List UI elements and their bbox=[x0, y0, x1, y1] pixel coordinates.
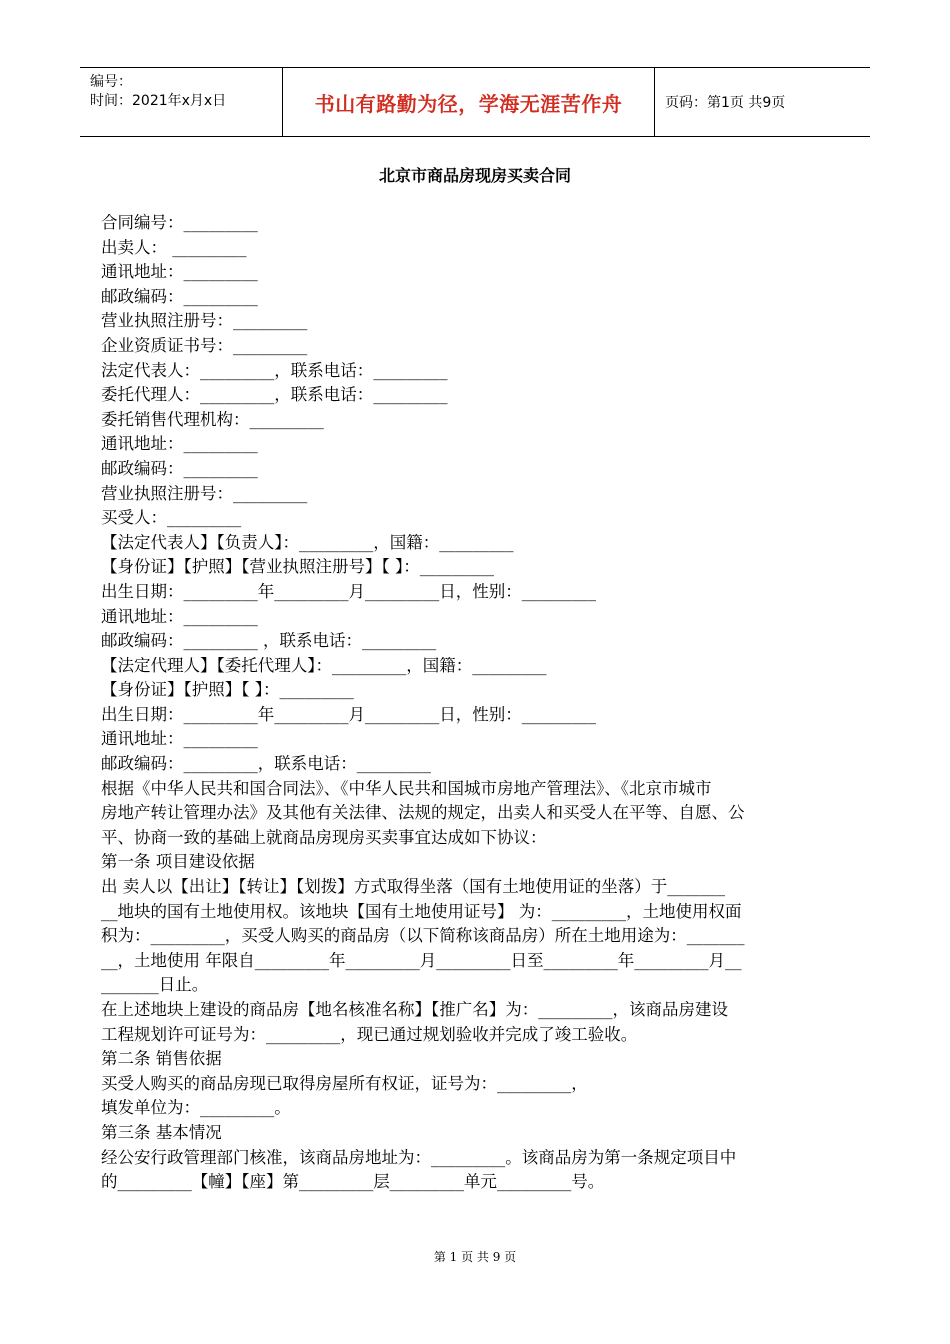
contract-line: 营业执照注册号：_________ bbox=[101, 483, 308, 503]
contract-line: 委托代理人：_________，联系电话：_________ bbox=[101, 385, 448, 405]
page-footer: 第 1 页 共 9 页 bbox=[433, 1250, 517, 1264]
contract-line: 通讯地址：_________ bbox=[101, 262, 258, 282]
contract-line: 根据《中华人民共和国合同法》、《中华人民共和国城市房地产管理法》、《北京市城市 bbox=[101, 778, 712, 798]
header-motto: 书山有路勤为径，学海无涯苦作舟 bbox=[314, 91, 623, 116]
contract-line: 法定代表人：_________，联系电话：_________ bbox=[101, 360, 448, 380]
page-info: 页码：第1页 共9页 bbox=[665, 95, 786, 111]
contract-line: 填发单位为：_________。 bbox=[101, 1098, 291, 1118]
contract-line: 积为：_________，买受人购买的商品房（以下简称该商品房）所在土地用途为：_______ bbox=[101, 926, 745, 946]
contract-line: 邮政编码：_________，联系电话：_________ bbox=[101, 754, 431, 774]
contract-line: 第一条 项目建设依据 bbox=[101, 852, 255, 872]
contract-line: 出 卖人以【出让】【转让】【划拨】方式取得坐落（国有土地使用证的坐落）于_______ bbox=[101, 877, 725, 897]
contract-line: 【身份证】【护照】【 】：_________ bbox=[101, 680, 354, 700]
contract-line: __地块的国有土地使用权。该地块【国有土地使用证号】 为：_________，土地使用权面 bbox=[101, 901, 742, 921]
contract-line: 出生日期：_________年_________月_________日，性别：_________ bbox=[101, 704, 596, 724]
contract-line: 买受人：_________ bbox=[101, 508, 242, 528]
contract-line: 委托销售代理机构：_________ bbox=[101, 409, 324, 429]
contract-line: 合同编号：_________ bbox=[101, 213, 258, 232]
contract-line: 营业执照注册号：_________ bbox=[101, 311, 308, 331]
document-header bbox=[80, 67, 870, 137]
contract-body bbox=[101, 211, 849, 1195]
contract-line: 出生日期：_________年_________月_________日，性别：_________ bbox=[101, 581, 596, 601]
header-divider bbox=[654, 68, 655, 136]
document-title: 北京市商品房现房买卖合同 bbox=[378, 166, 571, 185]
contract-line: 经公安行政管理部门核准，该商品房地址为：_________。该商品房为第一条规定项目中 bbox=[101, 1147, 737, 1167]
contract-line: 通讯地址：_________ bbox=[101, 729, 258, 749]
contract-line: __，土地使用 年限自_________年_________月_________日至_________年_________月__ bbox=[101, 950, 742, 970]
contract-line: 通讯地址：_________ bbox=[101, 606, 258, 626]
contract-line: 邮政编码：_________ bbox=[101, 458, 258, 478]
contract-line: 在上述地块上建设的商品房【地名核准名称】【推广名】为：_________，该商品房建设 bbox=[101, 1000, 728, 1019]
time-label: 时间：2021年x月x日 bbox=[90, 93, 227, 109]
header-info bbox=[90, 73, 226, 111]
contract-line: 工程规划许可证号为：_________，现已通过规划验收并完成了竣工验收。 bbox=[101, 1024, 638, 1044]
contract-line: 【法定代表人】【负责人】：_________，国籍：_________ bbox=[101, 532, 514, 552]
contract-line: 【法定代理人】【委托代理人】：_________，国籍：_________ bbox=[101, 655, 547, 675]
contract-line: 通讯地址：_________ bbox=[101, 434, 258, 454]
contract-line: 平、协商一致的基础上就商品房现房买卖事宜达成如下协议： bbox=[101, 827, 547, 847]
contract-line: 房地产转让管理办法》及其他有关法律、法规的规定，出卖人和买受人在平等、自愿、公 bbox=[101, 803, 745, 823]
contract-line: 企业资质证书号：_________ bbox=[101, 335, 308, 355]
contract-line: _______日止。 bbox=[101, 975, 209, 995]
contract-line: 第三条 基本情况 bbox=[101, 1122, 222, 1142]
contract-line: 买受人购买的商品房现已取得房屋所有权证，证号为：_________， bbox=[101, 1073, 588, 1093]
contract-line: 第二条 销售依据 bbox=[101, 1049, 222, 1069]
contract-line: 【身份证】【护照】【营业执照注册号】【 】：_________ bbox=[101, 557, 494, 577]
contract-line: 的_________【幢】【座】第_________层_________单元_________号。 bbox=[101, 1172, 605, 1192]
contract-line: 邮政编码：_________ ，联系电话：_________ bbox=[101, 631, 437, 651]
number-label: 编号： bbox=[90, 74, 132, 90]
contract-line: 邮政编码：_________ bbox=[101, 286, 258, 306]
contract-line: 出卖人： _________ bbox=[101, 237, 247, 257]
